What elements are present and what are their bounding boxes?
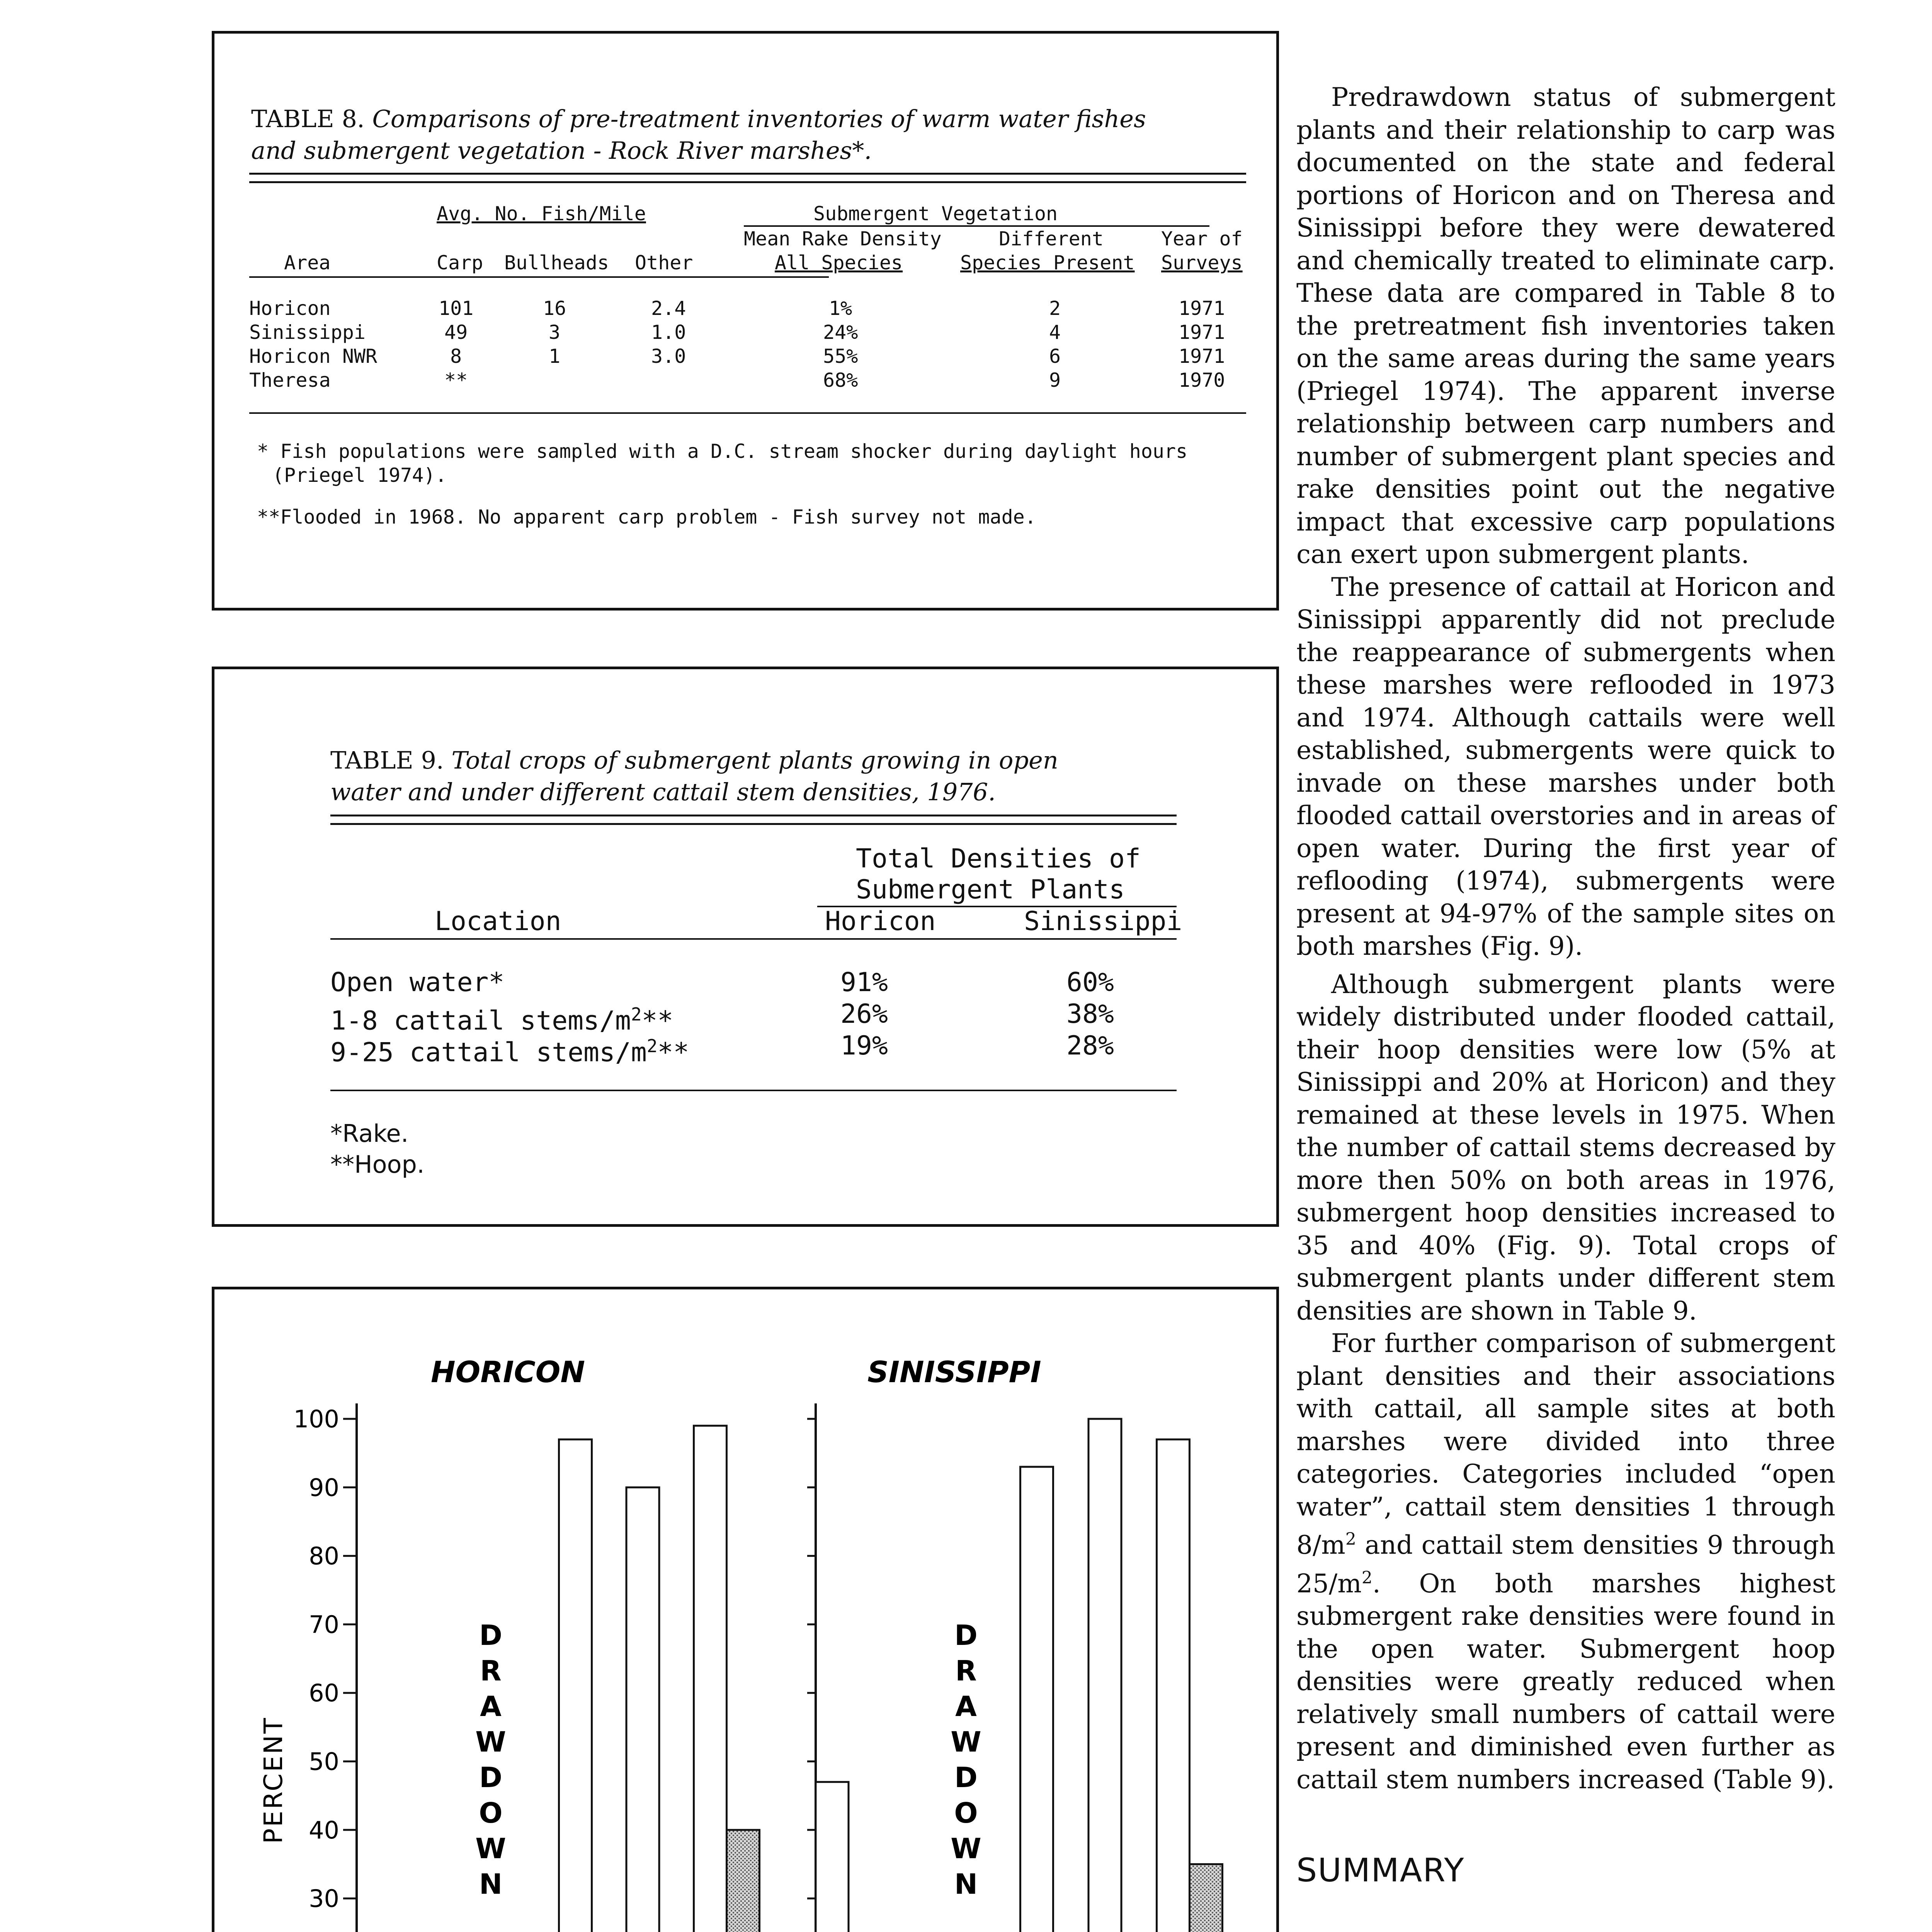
table-9-cell-location <box>330 1030 689 1069</box>
drawdown-letter: A <box>480 1690 502 1723</box>
table-8-cell-area: Horicon <box>249 297 331 320</box>
table-8-col-year-2: Surveys <box>1161 252 1243 274</box>
table-8-note-1-cont: (Priegel 1974). <box>272 464 447 486</box>
body-p4-sup-1: 2 <box>1345 1529 1356 1549</box>
table-9-caption-line2 <box>330 776 996 808</box>
table-9-top-rule-1 <box>330 815 1177 816</box>
table-8-cell-rake: 68% <box>823 369 858 391</box>
table-8-col-diff-1: Different <box>999 228 1104 250</box>
table-9-col-sinissippi: Sinissippi <box>1024 906 1182 937</box>
body-p4-sup-2: 2 <box>1361 1568 1372 1588</box>
table-9-location-mark: ** <box>657 1037 689 1068</box>
table-8-group-veg: Submergent Vegetation <box>813 202 1058 225</box>
body-paragraph-4 <box>1296 1327 1835 1796</box>
table-8-cell-year: 1971 <box>1179 297 1225 320</box>
table-8-col-diff-2: Species Present <box>960 252 1135 274</box>
drawdown-letter: R <box>480 1655 502 1687</box>
drawdown-letter: O <box>954 1797 978 1829</box>
drawdown-letter: A <box>955 1690 977 1723</box>
table-8-caption <box>251 103 1146 135</box>
bar-frequency <box>1088 1419 1121 1932</box>
table-8-col-carp: Carp <box>437 252 483 274</box>
table-8-cell-species: 6 <box>1049 345 1061 367</box>
table-8-cell-year: 1971 <box>1179 321 1225 344</box>
table-8-cell-other: 2.4 <box>651 297 686 320</box>
drawdown-letter: D <box>479 1761 502 1794</box>
body-paragraph-1: Predrawdown status of submergent plants and their relationship to carp was documented on the state and federal portions of Horicon and on Theresa and Sinissippi before they were dewatered and chemically treated to eliminate carp. These data are compared in Table 8 to the pretreatment fish inventories taken on the same areas during the same years (Priegel 1974). The apparent inverse relationship between carp numbers and number of submergent plant species and rake densities point out the negative impact that excessive carp populations can exert upon submergent plants. <box>1296 82 1835 569</box>
figure-9-chart <box>214 1289 1276 1932</box>
table-8-col-rake-1: Mean Rake Density <box>744 228 942 250</box>
body-paragraph-2: The presence of cattail at Horicon and Sinissippi apparently did not preclude the reappearance of submergents when these marshes were reflooded in 1973 and 1974. Although cattails were well established, submergents were quick to invade on these marshes under both flooded cattail overstories and in areas of open water. During the first year of reflooding (1974), submergents were present at 94-97% of the sample sites on both marshes (Fig. 9). <box>1296 572 1835 961</box>
table-8-col-year-1: Year of <box>1161 228 1243 250</box>
y-axis-label: PERCENT <box>259 1716 288 1844</box>
table-9-header-2: Submergent Plants <box>856 874 1125 905</box>
table-8-cell-species: 4 <box>1049 321 1061 344</box>
table-9-cell-horicon: 19% <box>840 1031 888 1061</box>
table-9-location-mark: ** <box>641 1005 673 1036</box>
table-9-col-horicon: Horicon <box>825 906 936 937</box>
figure-9-box <box>212 1287 1279 1932</box>
table-8-group-fish: Avg. No. Fish/Mile <box>437 202 646 225</box>
table-8-cell-year: 1970 <box>1179 369 1225 391</box>
table-8-cell-species: 2 <box>1049 297 1061 320</box>
table-8-cell-rake: 1% <box>829 297 852 320</box>
table-9-title-line2: water and under different cattail stem densities, 1976. <box>330 778 996 806</box>
table-8-cell-carp: 101 <box>439 297 474 320</box>
table-8-top-rule-1 <box>249 173 1246 175</box>
table-8-cell-bullheads: 3 <box>549 321 561 344</box>
table-9-caption <box>330 745 1058 776</box>
table-9-location-sup: 2 <box>646 1036 658 1056</box>
table-8-title-line2: and submergent vegetation - Rock River marshes*. <box>251 136 872 165</box>
table-8-col-rake-2: All Species <box>775 252 903 274</box>
table-9-label: TABLE 9. <box>330 746 444 774</box>
table-8-cell-rake: 55% <box>823 345 858 367</box>
table-9-cell-horicon: 26% <box>840 999 888 1029</box>
drawdown-letter: O <box>479 1797 503 1829</box>
table-8-title-line1: Comparisons of pre-treatment inventories of warm water fishes <box>372 105 1146 133</box>
drawdown-letter: R <box>955 1655 977 1687</box>
bar-frequency <box>1157 1439 1190 1932</box>
body-p4-part-b: and cattail stem densities 9 through 25/m <box>1296 1530 1835 1599</box>
table-9-top-rule-2 <box>330 823 1177 825</box>
body-paragraph-3: Although submergent plants were widely distributed under flooded cattail, their hoop densities were low (5% at Sinissippi and 20% at Horicon) and they remained at these levels in 1975. When the number of cattail stems decreased by more then 50% on both areas in 1976, submergent hoop densities increased to 35 and 40% (Fig. 9). Total crops of submergent plants under different stem densities are shown in Table 9. <box>1296 969 1835 1326</box>
table-9-location-text: 9-25 cattail stems/m <box>330 1037 647 1068</box>
table-9-header-1: Total Densities of <box>856 844 1141 874</box>
table-8-col-bullheads: Bullheads <box>504 252 609 274</box>
table-8-cell-carp: 49 <box>444 321 468 344</box>
table-8-cell-bullheads: 1 <box>549 345 561 367</box>
bar-hoop-density <box>1190 1864 1223 1932</box>
table-8-bottom-rule <box>249 412 1246 414</box>
table-9-title-line1: Total crops of submergent plants growing in open <box>451 746 1058 774</box>
table-8-cell-carp: 8 <box>450 345 462 367</box>
body-p4-part-a: For further comparison of submergent plant densities and their associations with cattail, all sample sites at both marshes were divided into three categories. Categories included “open water”, cattail stem densities 1 through 8/m <box>1296 1328 1835 1560</box>
y-tick-label: 100 <box>293 1405 339 1433</box>
table-8-cell-other: 1.0 <box>651 321 686 344</box>
table-8-header-rule <box>249 276 829 278</box>
table-9-location-sup: 2 <box>631 1004 642 1025</box>
y-tick-label: 30 <box>309 1884 339 1913</box>
table-8-cell-species: 9 <box>1049 369 1061 391</box>
y-tick-label: 60 <box>309 1679 339 1708</box>
y-tick-label: 50 <box>309 1747 339 1776</box>
table-9-header-rule <box>330 938 1177 940</box>
table-9-bottom-rule <box>330 1090 1177 1091</box>
table-9-cell-sinissippi: 28% <box>1066 1031 1114 1061</box>
drawdown-letter: W <box>475 1832 506 1865</box>
table-8-cell-carp: ** <box>444 369 468 391</box>
table-8-cell-bullheads: 16 <box>543 297 566 320</box>
table-9-note-2: **Hoop. <box>330 1150 425 1179</box>
y-tick-label: 40 <box>309 1816 339 1844</box>
table-8-col-other: Other <box>635 252 693 274</box>
table-8-col-area: Area <box>284 252 331 274</box>
panel-title: HORICON <box>431 1355 585 1389</box>
table-9-note-1: *Rake. <box>330 1119 409 1148</box>
drawdown-letter: D <box>479 1619 502 1651</box>
bar-frequency <box>1020 1467 1053 1932</box>
bar-frequency <box>816 1782 849 1932</box>
table-8-cell-rake: 24% <box>823 321 858 344</box>
table-8-caption-line2 <box>251 135 872 167</box>
bar-hoop-density <box>727 1830 760 1932</box>
table-9-cell-sinissippi: 38% <box>1066 999 1114 1029</box>
table-9-cell-horicon: 91% <box>840 967 888 998</box>
table-9-location-text: 1-8 cattail stems/m <box>330 1005 631 1036</box>
table-8-cell-other: 3.0 <box>651 345 686 367</box>
panel-title: SINISSIPPI <box>867 1355 1041 1389</box>
bar-frequency <box>559 1439 592 1932</box>
bar-frequency <box>626 1487 659 1932</box>
drawdown-letter: D <box>954 1761 978 1794</box>
table-8-cell-area: Sinissippi <box>249 321 366 344</box>
y-tick-label: 70 <box>309 1610 339 1639</box>
y-tick-label: 90 <box>309 1473 339 1502</box>
table-8-cell-area: Theresa <box>249 369 331 391</box>
table-8-cell-area: Horicon NWR <box>249 345 378 367</box>
table-9-cell-location: Open water* <box>330 967 505 998</box>
y-tick-label: 80 <box>309 1542 339 1570</box>
drawdown-letter: N <box>954 1868 978 1900</box>
drawdown-letter: W <box>475 1726 506 1758</box>
table-8-note-1: * Fish populations were sampled with a D.C. stream shocker during daylight hours <box>257 440 1188 463</box>
table-9-box <box>212 667 1279 1227</box>
drawdown-letter: W <box>951 1832 981 1865</box>
table-8-box <box>212 31 1279 611</box>
table-8-note-2: **Flooded in 1968. No apparent carp problem - Fish survey not made. <box>257 506 1036 528</box>
table-8-label: TABLE 8. <box>251 105 365 133</box>
drawdown-letter: D <box>954 1619 978 1651</box>
bar-frequency <box>694 1426 727 1932</box>
summary-heading: SUMMARY <box>1296 1851 1465 1889</box>
table-8-cell-year: 1971 <box>1179 345 1225 367</box>
table-9-col-location: Location <box>435 906 561 937</box>
drawdown-letter: N <box>479 1868 503 1900</box>
table-8-top-rule-2 <box>249 181 1246 183</box>
drawdown-letter: W <box>951 1726 981 1758</box>
body-p4-part-c: . On both marshes highest submergent rake densities were found in the open water. Submergent hoop densities were greatly reduced when relatively small numbers of cattail were present and diminished even further as cattail stem numbers increased (Table 9). <box>1296 1568 1835 1794</box>
table-9-cell-sinissippi: 60% <box>1066 967 1114 998</box>
body-column <box>1296 81 1835 1932</box>
